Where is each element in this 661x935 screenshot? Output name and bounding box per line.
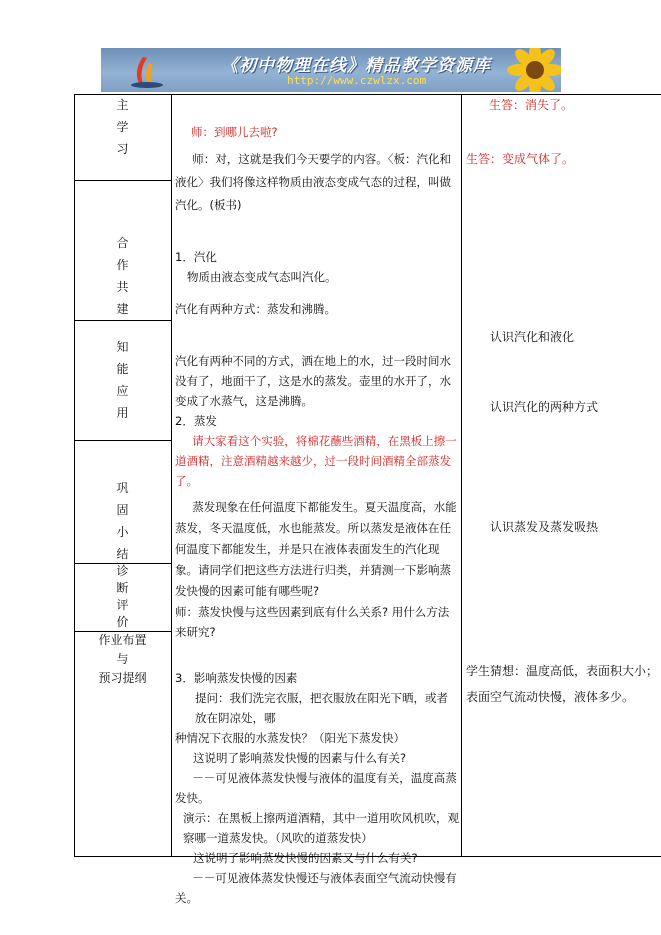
demo-text: 演示：在黑板上擦两道酒精，其中一道用吹风机吹，观察哪一道蒸发快。（风吹的道蒸发快）	[183, 811, 459, 845]
question-factor-2: 这说明了影响蒸发快慢的因素又与什么有关?	[193, 851, 418, 865]
two-ways-text: 汽化有两种方式：蒸发和沸腾。	[175, 302, 336, 316]
row-divider	[74, 180, 171, 181]
goal-vaporization: 认识汽化和液化	[490, 330, 575, 344]
conclusion-temperature: －－可见液体蒸发快慢与液体的温度有关，温度高蒸发快。	[175, 771, 457, 805]
section-label-self-study: 主 学 习	[116, 98, 129, 156]
heading-vaporization: 1．汽化	[175, 250, 217, 264]
question-factor-1: 这说明了影响蒸发快慢的因素与什么有关?	[193, 751, 407, 765]
student-answer-1: 生答：消失了。	[489, 98, 574, 112]
question-clothes: 提问：我们洗完衣服，把衣服放在阳光下晒，或者放在阴凉处，哪	[195, 691, 448, 725]
vaporization-paragraph: 汽化有两种不同的方式，洒在地上的水，过一段时间水没有了，地面干了，这是水的蒸发。壶里的水开了，水变成了水蒸气，这是沸腾。	[175, 354, 451, 408]
teacher-question: 师：到哪儿去啦?	[191, 125, 278, 139]
section-label-apply: 知 能 应 用	[116, 340, 129, 420]
row-divider	[74, 440, 171, 441]
section-label-consolidate: 巩 固 小 结	[116, 481, 129, 561]
teacher-question-2: 师：蒸发快慢与这些因素到底有什么关系? 用什么方法来研究?	[175, 605, 450, 639]
evaporation-paragraph: 蒸发现象在任何温度下都能发生。夏天温度高，水能蒸发，冬天温度低，水也能蒸发。所以蒸发是液体在任何温度下都能发生，并是只在液体表面发生的汽化现象。请同学们把这些方法进行归类，并猜测一下影响蒸发快慢的因素可能有哪些呢?	[175, 500, 457, 598]
question-clothes-cont: 种情况下衣服的水蒸发快？（阳光下蒸发快）	[175, 731, 405, 745]
header-banner	[101, 48, 561, 92]
conclusion-airflow: －－可见液体蒸发快慢还与液体表面空气流动快慢有关。	[175, 871, 457, 905]
student-guess: 学生猜想：温度高低，表面积大小；表面空气流动快慢，液体多少。	[466, 664, 659, 704]
banner-url[interactable]: http://www.czwlzx.com	[287, 74, 427, 87]
banner-title: 《初中物理在线》精品教学资源库	[221, 56, 491, 76]
column-divider	[461, 94, 462, 857]
sunflower-icon	[495, 48, 561, 92]
section-label-evaluate: 诊 断 评 价	[116, 564, 129, 629]
section-label-cooperate: 合 作 共 建	[116, 236, 129, 316]
experiment-instruction: 请大家看这个实验，将棉花蘸些酒精，在黑板上擦一道酒精，注意酒精越来越少，过一段时间酒精全部蒸发了。	[175, 434, 457, 488]
heading-evaporation: 2．蒸发	[175, 414, 217, 428]
goal-evaporation: 认识蒸发及蒸发吸热	[490, 520, 599, 534]
heading-factors: 3．影响蒸发快慢的因素	[175, 671, 298, 685]
site-logo-icon	[127, 53, 167, 89]
goal-two-ways: 认识汽化的两种方式	[490, 400, 599, 414]
section-label-homework: 作业布置 与 预习提纲	[98, 633, 147, 685]
intro-paragraph: 师：对，这就是我们今天要学的内容。〈板：汽化和液化〉我们将像这样物质由液态变成气态的过程，叫做汽化。(板书)	[175, 152, 451, 212]
student-answer-2: 生答：变成气体了。	[466, 152, 575, 166]
vaporization-definition: 物质由液态变成气态叫汽化。	[187, 270, 337, 284]
row-divider	[74, 320, 171, 321]
middle-column	[175, 122, 459, 908]
column-divider	[171, 94, 172, 857]
